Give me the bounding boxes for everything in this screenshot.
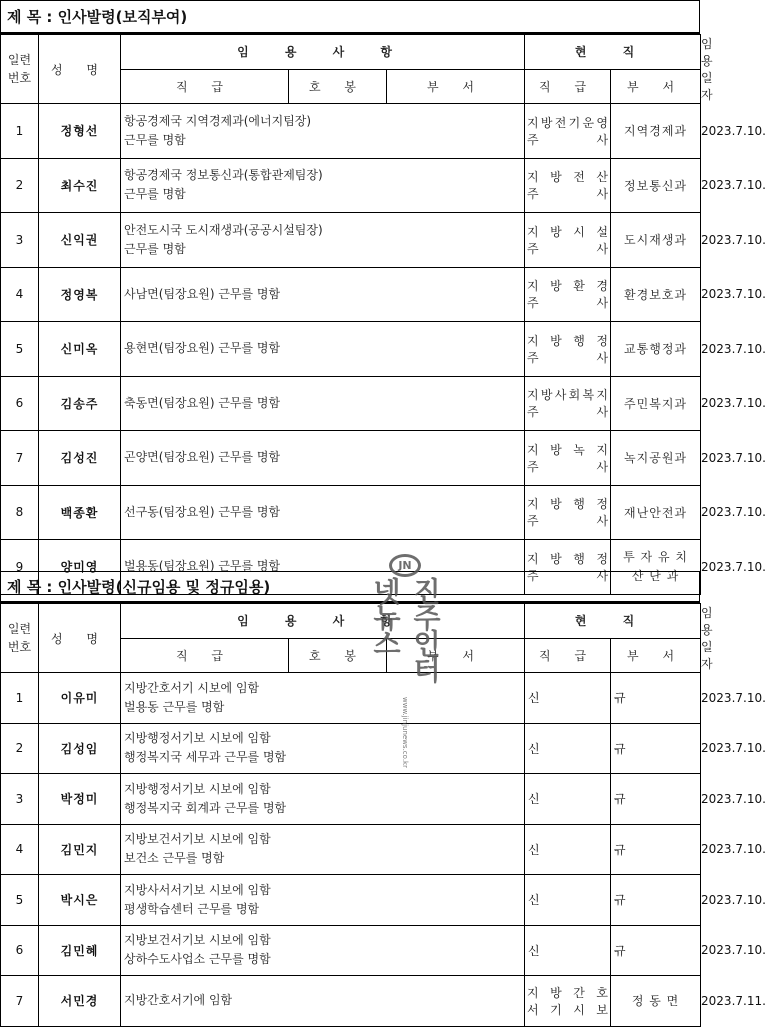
current-department: 규 bbox=[611, 673, 701, 724]
current-rank: 신 bbox=[525, 824, 611, 875]
rank-char: 방 bbox=[550, 551, 562, 566]
rank-char: 방 bbox=[540, 115, 553, 130]
table-row: 4 정영복 사남면(팀장요원) 근무를 명함 지 방 환 경 주 사 환경보호과 2023.7.10. bbox=[1, 267, 701, 322]
header-seq-line1: 일련 bbox=[7, 53, 32, 67]
header-appt-rank: 직 급 bbox=[121, 638, 289, 673]
rank-char: 산 bbox=[596, 170, 608, 185]
rank-char: 방 bbox=[550, 442, 562, 457]
current-rank: 신 bbox=[525, 774, 611, 825]
header-current: 현 직 bbox=[525, 604, 701, 639]
rank-line1 bbox=[527, 332, 608, 349]
table-row: 1 정형선 항공경제국 지역경제과(에너지팀장) 근무를 명함 지 방 전 기 운 영 주 사 지역경제과 2023.7.10. bbox=[1, 104, 701, 159]
person-name: 양미영 bbox=[39, 540, 121, 595]
rank-char: 주 bbox=[527, 568, 539, 583]
current-department: 정 동 면 bbox=[611, 976, 701, 1027]
rank-char: 주 bbox=[527, 241, 539, 256]
person-name: 박시은 bbox=[39, 875, 121, 926]
current-department: 규 bbox=[611, 925, 701, 976]
person-name: 김송주 bbox=[39, 376, 121, 431]
rank-char: 주 bbox=[527, 132, 539, 147]
table-row: 6 김민혜 지방보건서기보 시보에 임함 상하수도사업소 근무를 명함 신 규 2023.7.10. bbox=[1, 925, 701, 976]
person-name: 신미옥 bbox=[39, 322, 121, 377]
rank-char: 주 bbox=[527, 405, 539, 420]
rank-char: 지 bbox=[527, 279, 539, 294]
current-department: 투 자 유 치 산 단 과 bbox=[611, 540, 701, 595]
current-department: 도시재생과 bbox=[611, 213, 701, 268]
rank-char: 회 bbox=[568, 388, 581, 403]
rank-char: 방 bbox=[540, 388, 553, 403]
rank-char: 시 bbox=[573, 1002, 585, 1017]
rank-char: 녹 bbox=[573, 442, 585, 457]
appointment-detail: 용현면(팀장요원) 근무를 명함 bbox=[121, 322, 525, 377]
rank-char: 기 bbox=[568, 115, 581, 130]
header-appt-dept: 부 서 bbox=[387, 69, 525, 104]
row-number: 7 bbox=[1, 431, 39, 486]
rank-char: 시 bbox=[573, 224, 585, 239]
person-name: 정형선 bbox=[39, 104, 121, 159]
current-department: 교통행정과 bbox=[611, 322, 701, 377]
appointment-detail: 안전도시국 도시재생과(공공시설팀장) 근무를 명함 bbox=[121, 213, 525, 268]
current-department: 재난안전과 bbox=[611, 485, 701, 540]
appointment-detail: 지방간호서기에 임함 bbox=[121, 976, 525, 1027]
appointment-detail: 지방간호서기 시보에 임함 벌용동 근무를 명함 bbox=[121, 673, 525, 724]
rank-char: 방 bbox=[550, 497, 562, 512]
rank-line1 bbox=[527, 386, 608, 403]
rank-line1 bbox=[527, 441, 608, 458]
rank-line2 bbox=[527, 1001, 608, 1018]
current-department: 규 bbox=[611, 824, 701, 875]
rank-line2 bbox=[527, 294, 608, 311]
rank-char: 지 bbox=[527, 497, 539, 512]
current-rank bbox=[525, 485, 611, 540]
header-current: 현 직 bbox=[525, 35, 701, 70]
current-department: 환경보호과 bbox=[611, 267, 701, 322]
rank-line2 bbox=[527, 349, 608, 366]
current-department: 규 bbox=[611, 723, 701, 774]
rank-char: 주 bbox=[527, 187, 539, 202]
current-rank bbox=[525, 322, 611, 377]
rank-char: 사 bbox=[596, 187, 609, 202]
current-rank bbox=[525, 431, 611, 486]
rank-char: 방 bbox=[550, 170, 562, 185]
row-number: 4 bbox=[1, 824, 39, 875]
rank-char: 영 bbox=[596, 115, 608, 130]
rank-char: 행 bbox=[573, 333, 585, 348]
current-rank: 신 bbox=[525, 875, 611, 926]
rank-line1 bbox=[527, 495, 608, 512]
header-row: 일련 번호 성 명 임 용 사 항 현 직 임용일자 bbox=[1, 604, 701, 639]
current-department: 녹지공원과 bbox=[611, 431, 701, 486]
person-name: 김성임 bbox=[39, 723, 121, 774]
appointment-detail: 축동면(팀장요원) 근무를 명함 bbox=[121, 376, 525, 431]
rank-char: 주 bbox=[527, 514, 539, 529]
current-department: 정보통신과 bbox=[611, 158, 701, 213]
row-number: 4 bbox=[1, 267, 39, 322]
person-name: 최수진 bbox=[39, 158, 121, 213]
table-row: 9 양미영 벌용동(팀장요원) 근무를 명함 지 방 행 정 주 사 투 자 유 치 산 단 과 2023.7.10. bbox=[1, 540, 701, 595]
appointment-detail: 곤양면(팀장요원) 근무를 명함 bbox=[121, 431, 525, 486]
rank-char: 사 bbox=[596, 568, 609, 583]
rank-char: 지 bbox=[527, 551, 539, 566]
section-title-new-hire: 제 목 : 인사발령(신규임용 및 정규임용) bbox=[0, 571, 700, 603]
rank-char: 지 bbox=[527, 333, 539, 348]
current-rank bbox=[525, 104, 611, 159]
person-name: 백종환 bbox=[39, 485, 121, 540]
person-name: 신익권 bbox=[39, 213, 121, 268]
rank-char: 기 bbox=[550, 1002, 562, 1017]
rank-char: 간 bbox=[573, 985, 585, 1000]
rank-line1 bbox=[527, 223, 608, 240]
table-row: 8 백종환 선구동(팀장요원) 근무를 명함 지 방 행 정 주 사 재난안전과 2023.7.10. bbox=[1, 485, 701, 540]
appointment-detail: 지방행정서기보 시보에 임함 행정복지국 세무과 근무를 명함 bbox=[121, 723, 525, 774]
appointment-detail: 항공경제국 지역경제과(에너지팀장) 근무를 명함 bbox=[121, 104, 525, 159]
table-row: 7 서민경 지방간호서기에 임함 지 방 간 호 서 기 시 보 정 동 면 2023.7.11. bbox=[1, 976, 701, 1027]
rank-char: 방 bbox=[550, 333, 562, 348]
current-rank bbox=[525, 158, 611, 213]
rank-char: 주 bbox=[527, 296, 539, 311]
rank-char: 사 bbox=[596, 350, 609, 365]
rank-char: 호 bbox=[596, 985, 608, 1000]
current-rank bbox=[525, 376, 611, 431]
rank-char: 행 bbox=[573, 497, 585, 512]
current-rank: 신 bbox=[525, 723, 611, 774]
current-department: 주민복지과 bbox=[611, 376, 701, 431]
rank-char: 서 bbox=[527, 1002, 539, 1017]
appointment-detail: 지방보건서기보 시보에 임함 보건소 근무를 명함 bbox=[121, 824, 525, 875]
header-appt-dept: 부 서 bbox=[387, 638, 525, 673]
row-number: 5 bbox=[1, 875, 39, 926]
rank-char: 방 bbox=[550, 985, 562, 1000]
header-appt-step: 호 봉 bbox=[289, 638, 387, 673]
appointment-detail: 벌용동(팀장요원) 근무를 명함 bbox=[121, 540, 525, 595]
table-row: 3 박정미 지방행정서기보 시보에 임함 행정복지국 회계과 근무를 명함 신 규 2023.7.10. bbox=[1, 774, 701, 825]
rank-char: 행 bbox=[573, 551, 585, 566]
current-rank: 신 bbox=[525, 673, 611, 724]
appointment-detail: 지방보건서기보 시보에 임함 상하수도사업소 근무를 명함 bbox=[121, 925, 525, 976]
row-number: 3 bbox=[1, 213, 39, 268]
header-appointment: 임 용 사 항 bbox=[121, 604, 525, 639]
section-title-assignment: 제 목 : 인사발령(보직부여) bbox=[0, 0, 700, 34]
rank-char: 정 bbox=[596, 551, 608, 566]
rank-char: 전 bbox=[573, 170, 585, 185]
rank-char: 환 bbox=[573, 279, 585, 294]
header-cur-dept: 부 서 bbox=[611, 638, 701, 673]
rank-line2 bbox=[527, 512, 608, 529]
rank-char: 지 bbox=[527, 224, 539, 239]
header-row: 일련 번호 성 명 임 용 사 항 현 직 임용일자 bbox=[1, 35, 701, 70]
row-number: 9 bbox=[1, 540, 39, 595]
rank-char: 사 bbox=[596, 514, 609, 529]
row-number: 8 bbox=[1, 485, 39, 540]
person-name: 이유미 bbox=[39, 673, 121, 724]
rank-char: 지 bbox=[527, 442, 539, 457]
table-row: 1 이유미 지방간호서기 시보에 임함 벌용동 근무를 명함 신 규 2023.7.10. bbox=[1, 673, 701, 724]
watermark-url: www.jinjunews.co.kr bbox=[401, 697, 409, 768]
row-number: 5 bbox=[1, 322, 39, 377]
rank-line2 bbox=[527, 131, 608, 148]
rank-char: 정 bbox=[596, 333, 608, 348]
row-number: 2 bbox=[1, 723, 39, 774]
header-cur-rank: 직 급 bbox=[525, 69, 611, 104]
table-row: 2 김성임 지방행정서기보 시보에 임함 행정복지국 세무과 근무를 명함 신 규 2023.7.10. bbox=[1, 723, 701, 774]
table-row: 6 김송주 축동면(팀장요원) 근무를 명함 지 방 사 회 복 지 주 사 주민복지과 2023.7.10. bbox=[1, 376, 701, 431]
current-rank bbox=[525, 213, 611, 268]
header-appt-rank: 직 급 bbox=[121, 69, 289, 104]
row-number: 7 bbox=[1, 976, 39, 1027]
rank-char: 방 bbox=[550, 279, 562, 294]
current-department: 규 bbox=[611, 875, 701, 926]
table-row: 7 김성진 곤양면(팀장요원) 근무를 명함 지 방 녹 지 주 사 녹지공원과 2023.7.10. bbox=[1, 431, 701, 486]
rank-line2 bbox=[527, 403, 608, 420]
rank-char: 정 bbox=[596, 497, 608, 512]
rank-line1 bbox=[527, 168, 608, 185]
header-seq bbox=[1, 35, 39, 104]
header-appointment: 임 용 사 항 bbox=[121, 35, 525, 70]
rank-line1 bbox=[527, 114, 608, 131]
person-name: 김민혜 bbox=[39, 925, 121, 976]
header-seq bbox=[1, 604, 39, 673]
header-seq-line2: 번호 bbox=[7, 71, 32, 85]
header-cur-rank: 직 급 bbox=[525, 638, 611, 673]
row-number: 1 bbox=[1, 104, 39, 159]
appointment-detail: 사남면(팀장요원) 근무를 명함 bbox=[121, 267, 525, 322]
current-rank bbox=[525, 267, 611, 322]
rank-line2 bbox=[527, 240, 608, 257]
table-row: 5 신미옥 용현면(팀장요원) 근무를 명함 지 방 행 정 주 사 교통행정과 2023.7.10. bbox=[1, 322, 701, 377]
header-cur-dept: 부 서 bbox=[611, 69, 701, 104]
table-row: 2 최수진 항공경제국 정보통신과(통합관제팀장) 근무를 명함 지 방 전 산 주 사 정보통신과 2023.7.10. bbox=[1, 158, 701, 213]
row-number: 1 bbox=[1, 673, 39, 724]
row-number: 6 bbox=[1, 376, 39, 431]
watermark-text: 진주인터넷뉴스 bbox=[369, 577, 442, 682]
appointment-detail: 지방사서서기보 시보에 임함 평생학습센터 근무를 명함 bbox=[121, 875, 525, 926]
rank-char: 설 bbox=[596, 224, 608, 239]
rank-char: 사 bbox=[596, 405, 609, 420]
person-name: 김성진 bbox=[39, 431, 121, 486]
rank-line2 bbox=[527, 458, 608, 475]
rank-line1 bbox=[527, 550, 608, 567]
rank-line2 bbox=[527, 185, 608, 202]
rank-char: 주 bbox=[527, 350, 539, 365]
header-appt-step: 호 봉 bbox=[289, 69, 387, 104]
rank-char: 사 bbox=[596, 241, 609, 256]
table-row: 3 신익권 안전도시국 도시재생과(공공시설팀장) 근무를 명함 지 방 시 설 주 사 도시재생과 2023.7.10. bbox=[1, 213, 701, 268]
current-department: 지역경제과 bbox=[611, 104, 701, 159]
rank-char: 사 bbox=[596, 132, 609, 147]
rank-char: 경 bbox=[596, 279, 608, 294]
rank-char: 지 bbox=[527, 170, 539, 185]
row-number: 3 bbox=[1, 774, 39, 825]
rank-char: 보 bbox=[596, 1002, 608, 1017]
rank-char: 지 bbox=[527, 985, 539, 1000]
rank-char: 지 bbox=[527, 115, 539, 130]
header-name: 성 명 bbox=[39, 604, 121, 673]
table-row: 5 박시은 지방사서서기보 시보에 임함 평생학습센터 근무를 명함 신 규 2023.7.10. bbox=[1, 875, 701, 926]
rank-line1 bbox=[527, 984, 608, 1001]
rank-char: 전 bbox=[554, 115, 567, 130]
row-number: 2 bbox=[1, 158, 39, 213]
assignment-table bbox=[0, 34, 766, 595]
person-name: 정영복 bbox=[39, 267, 121, 322]
rank-char: 사 bbox=[596, 296, 609, 311]
rank-line1 bbox=[527, 277, 608, 294]
person-name: 박정미 bbox=[39, 774, 121, 825]
current-department: 규 bbox=[611, 774, 701, 825]
rank-char: 지 bbox=[596, 388, 608, 403]
appointment-detail: 항공경제국 정보통신과(통합관제팀장) 근무를 명함 bbox=[121, 158, 525, 213]
header-seq-line1: 일련 bbox=[7, 622, 32, 636]
jinju-news-logo-icon: JN bbox=[389, 554, 421, 577]
header-name: 성 명 bbox=[39, 35, 121, 104]
table-row: 4 김민지 지방보건서기보 시보에 임함 보건소 근무를 명함 신 규 2023.7.10. bbox=[1, 824, 701, 875]
rank-char: 복 bbox=[582, 388, 595, 403]
person-name: 서민경 bbox=[39, 976, 121, 1027]
rank-char: 운 bbox=[582, 115, 595, 130]
appointment-detail: 선구동(팀장요원) 근무를 명함 bbox=[121, 485, 525, 540]
rank-char: 방 bbox=[550, 224, 562, 239]
rank-char: 주 bbox=[527, 459, 539, 474]
rank-char: 사 bbox=[596, 459, 609, 474]
current-rank bbox=[525, 976, 611, 1027]
appointment-detail: 지방행정서기보 시보에 임함 행정복지국 회계과 근무를 명함 bbox=[121, 774, 525, 825]
new-hire-table bbox=[0, 603, 766, 1027]
rank-char: 지 bbox=[596, 442, 608, 457]
person-name: 김민지 bbox=[39, 824, 121, 875]
current-rank: 신 bbox=[525, 925, 611, 976]
header-seq-line2: 번호 bbox=[7, 640, 32, 654]
row-number: 6 bbox=[1, 925, 39, 976]
rank-char: 사 bbox=[554, 388, 567, 403]
rank-char: 지 bbox=[527, 388, 539, 403]
